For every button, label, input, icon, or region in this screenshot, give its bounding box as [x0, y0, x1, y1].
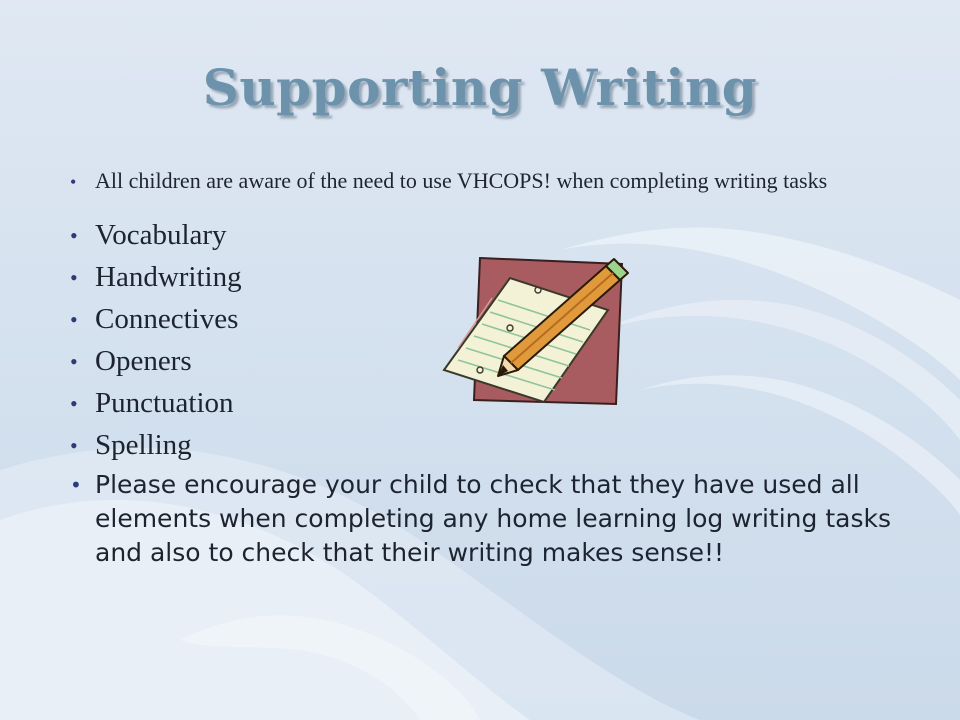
list-item: [58, 214, 938, 256]
item-connectives: Connectives: [95, 303, 239, 335]
bullet-icon: •: [70, 223, 78, 248]
bullet-icon: •: [70, 433, 78, 458]
closing-text: Please encourage your child to check that they have used all elements when completing any home learning log writing tasks and also to check that their writing makes sense!!: [95, 470, 891, 567]
bullet-icon: •: [70, 349, 78, 374]
bullet-icon: •: [70, 391, 78, 416]
bullet-icon: •: [70, 172, 77, 192]
list-item-intro: [58, 168, 915, 194]
bullet-icon: •: [70, 265, 78, 290]
item-punctuation: Punctuation: [95, 387, 234, 419]
item-openers: Openers: [95, 345, 192, 377]
pencil-and-paper-icon: [440, 252, 640, 412]
item-handwriting: Handwriting: [95, 261, 242, 293]
slide-title: Supporting Writing: [202, 58, 758, 117]
item-spelling: Spelling: [95, 429, 192, 461]
item-vocabulary: Vocabulary: [95, 219, 227, 251]
intro-text: All children are aware of the need to use VHCOPS! when completing writing tasks: [95, 168, 828, 193]
list-item: [58, 424, 938, 466]
bullet-icon: •: [70, 473, 82, 497]
bullet-icon: •: [70, 307, 78, 332]
list-item-closing: [58, 468, 935, 570]
